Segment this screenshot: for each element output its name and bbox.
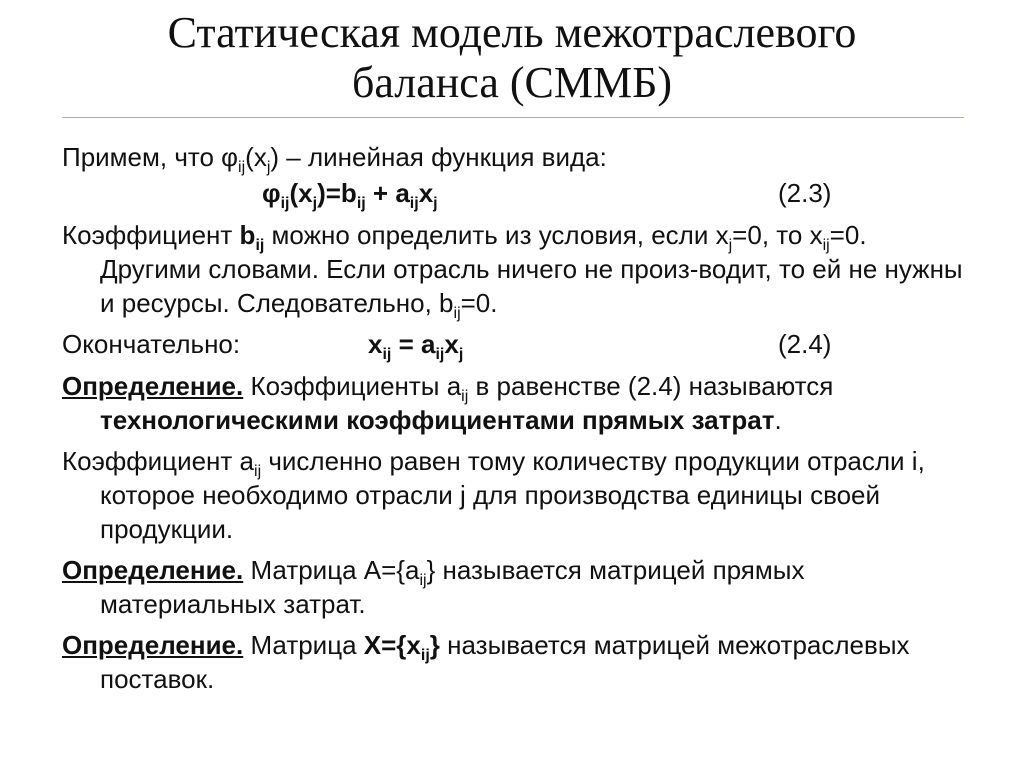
text: )=b: [317, 178, 357, 208]
text: + a: [365, 178, 410, 208]
subscript: ij: [356, 195, 366, 212]
title-divider: [62, 117, 964, 118]
subscript: j: [458, 346, 464, 363]
text: x: [444, 329, 459, 359]
text: } называется матрицей прямых материальных затрат.: [100, 555, 805, 619]
text: (x: [289, 178, 313, 208]
subscript: ij: [461, 388, 469, 405]
text: x: [368, 329, 383, 359]
subscript: ij: [409, 195, 419, 212]
text: .: [774, 405, 782, 435]
text: в равенстве (2.4) называются: [468, 371, 834, 401]
formula-2-4: [62, 327, 972, 361]
text: φ: [262, 178, 281, 208]
bold-symbol: b: [239, 220, 256, 250]
equation-label: (2.4): [778, 329, 832, 359]
paragraph-assumption: [62, 140, 972, 174]
slide-title: [0, 8, 1024, 108]
formula-2-3: [62, 176, 972, 210]
text: Примем, что φ: [62, 142, 239, 172]
subscript: ij: [382, 346, 392, 363]
text: Матрица A={a: [243, 555, 420, 585]
text: =0, то x: [732, 220, 823, 250]
bold-symbol: }: [429, 630, 440, 660]
bold-symbol: X={x: [363, 630, 421, 660]
subscript: j: [728, 237, 733, 254]
formula-expression: [262, 176, 438, 210]
subscript: ij: [238, 159, 246, 176]
title-line-2: баланса (СММБ): [351, 58, 673, 107]
subscript: j: [312, 195, 318, 212]
paragraph-coefficient-b: [62, 218, 972, 320]
paragraph-coefficient-a: [62, 444, 972, 546]
formula-lead-text: Окончательно:: [62, 329, 241, 359]
text: Коэффициент a: [62, 446, 255, 476]
text: можно определить из условия, если x: [264, 220, 729, 250]
subscript: j: [266, 159, 271, 176]
paragraph-definition-matrix-a: [62, 553, 972, 621]
text: =0. Другими словами. Если отрасль ничего не произ-водит, то ей не нужны и ресурсы. Следовательно, b: [100, 220, 963, 318]
definition-label: Определение.: [62, 555, 244, 585]
title-line-1: Статическая модель межотраслевого: [167, 8, 857, 57]
paragraph-definition-matrix-x: [62, 628, 972, 696]
text: = a: [391, 329, 436, 359]
equation-label: (2.3): [778, 178, 832, 208]
subscript: ij: [419, 572, 427, 589]
text: x: [418, 178, 434, 208]
bold-term: технологическими коэффициентами прямых затрат: [100, 405, 775, 435]
subscript: ij: [255, 237, 265, 254]
formula-expression: [368, 327, 463, 361]
definition-label: Определение.: [62, 630, 244, 660]
text: =0.: [460, 288, 498, 318]
subscript: ij: [435, 346, 445, 363]
definition-label: Определение.: [62, 371, 244, 401]
subscript: ij: [254, 463, 262, 480]
text: Коэффициент: [62, 220, 240, 250]
text: ) – линейная функция вида:: [270, 142, 607, 172]
subscript: ij: [280, 195, 290, 212]
subscript: ij: [420, 647, 430, 664]
text: Матрица: [243, 630, 364, 660]
subscript: ij: [822, 237, 830, 254]
slide-body: [62, 140, 972, 703]
subscript: ij: [453, 305, 461, 322]
text: называется матрицей межотраслевых поставок.: [100, 630, 910, 694]
text: Коэффициенты a: [243, 371, 462, 401]
paragraph-definition-technological: [62, 369, 972, 437]
text: (x: [245, 142, 267, 172]
subscript: j: [433, 195, 438, 212]
text: численно равен тому количеству продукции отрасли i, которое необходимо отрасли j для производства единицы своей продукции.: [100, 446, 925, 544]
